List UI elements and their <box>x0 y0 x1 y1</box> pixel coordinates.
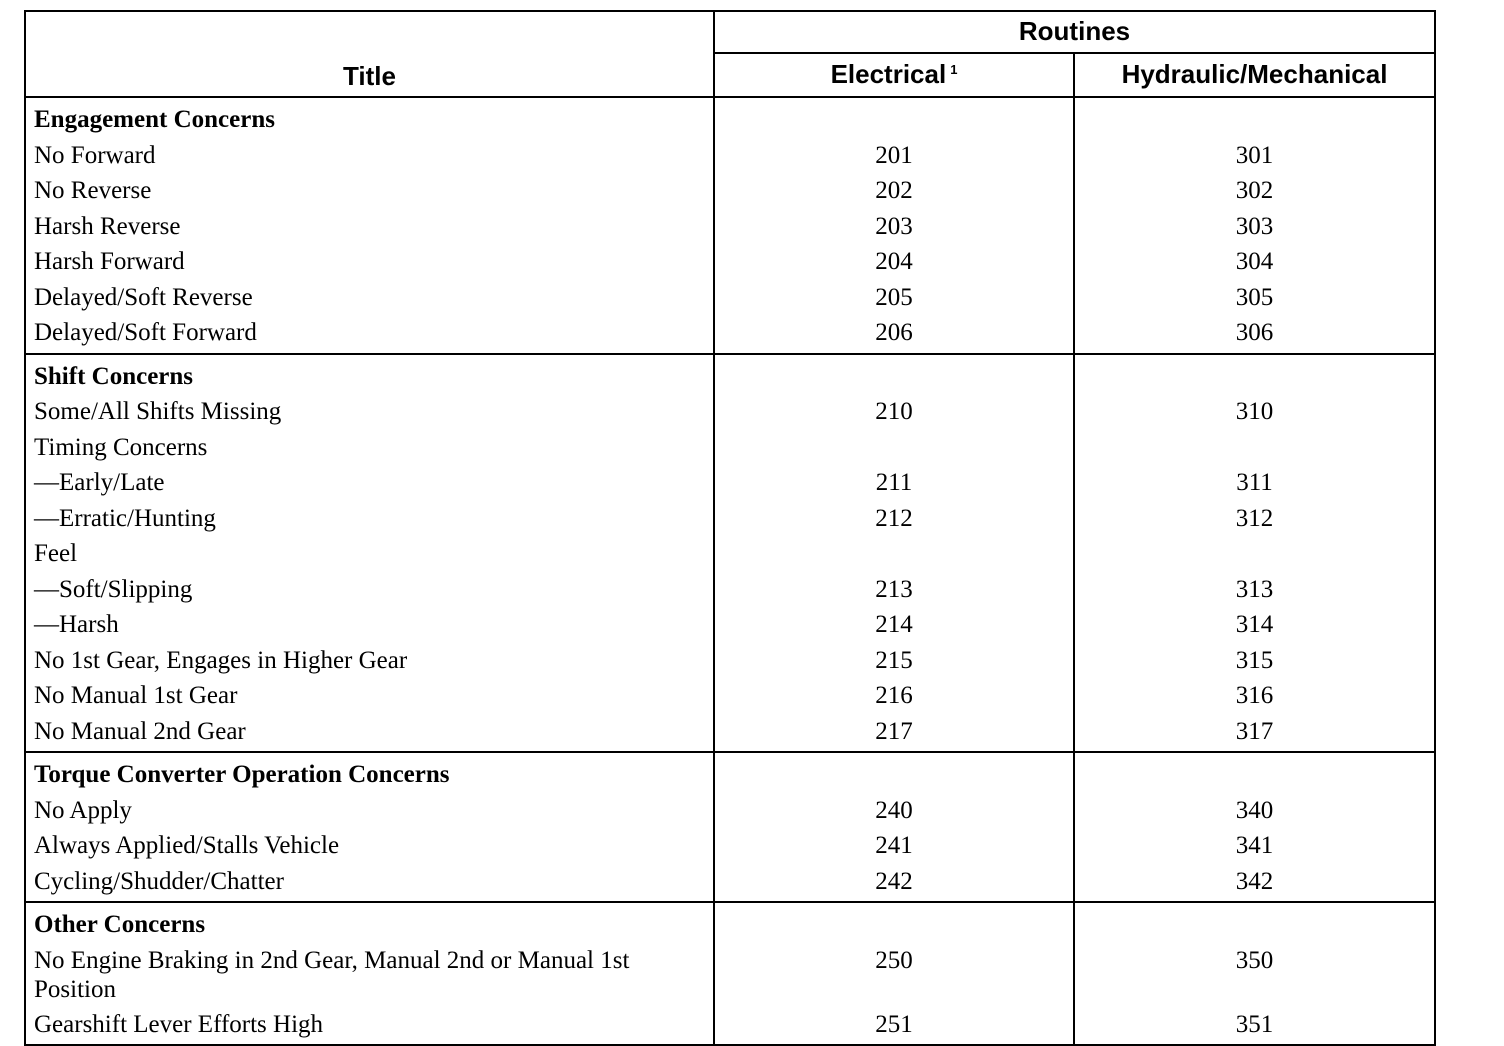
hydraulic-value: 342 <box>1235 867 1274 895</box>
electrical-value <box>715 536 1073 572</box>
hydraulic-value <box>1075 907 1434 943</box>
hydraulic-value: 304 <box>1235 248 1274 275</box>
electrical-cell <box>714 97 1074 354</box>
electrical-value <box>715 907 1073 943</box>
electrical-value: 201 <box>875 141 913 169</box>
electrical-value: 217 <box>875 717 913 745</box>
row-title: No Manual 2nd Gear <box>34 717 246 745</box>
electrical-value: 215 <box>875 646 913 674</box>
electrical-value: 213 <box>875 575 913 603</box>
section-other-concerns <box>25 902 1435 1045</box>
electrical-value: 210 <box>875 398 913 425</box>
electrical-header-label: Electrical <box>830 59 947 90</box>
row-title: No Reverse <box>34 177 152 204</box>
electrical-value <box>715 359 1073 395</box>
section-engagement-concerns <box>25 97 1435 354</box>
electrical-value: 242 <box>875 867 913 895</box>
electrical-cell <box>714 752 1074 902</box>
row-title: Delayed/Soft Reverse <box>34 283 253 311</box>
column-group-routines <box>714 11 1435 53</box>
title-header-label: Title <box>343 61 396 91</box>
row-title: —Early/Late <box>34 469 165 496</box>
row-title: No Manual 1st Gear <box>34 682 238 709</box>
section-heading: Torque Converter Operation Concerns <box>34 761 450 788</box>
electrical-value <box>715 430 1073 466</box>
hydraulic-value <box>1075 536 1434 572</box>
row-title: No 1st Gear, Engages in Higher Gear <box>34 646 408 674</box>
column-header-electrical <box>714 53 1074 97</box>
row-title: Feel <box>34 540 78 567</box>
electrical-value: 204 <box>875 248 913 275</box>
row-title: Harsh Reverse <box>34 212 181 240</box>
electrical-value: 250 <box>875 946 913 974</box>
hydraulic-value <box>1075 757 1434 793</box>
row-title: No Apply <box>34 796 132 824</box>
electrical-value: 205 <box>875 283 913 311</box>
hydraulic-value: 303 <box>1235 212 1274 240</box>
row-title: Delayed/Soft Forward <box>34 319 257 346</box>
hydraulic-value <box>1075 102 1434 138</box>
title-cell <box>25 97 714 354</box>
hydraulic-header-label: Hydraulic/Mechanical <box>1121 59 1388 90</box>
column-header-hydraulic <box>1074 53 1435 97</box>
electrical-value: 214 <box>875 611 913 638</box>
hydraulic-value: 313 <box>1235 575 1274 603</box>
hydraulic-cell <box>1074 902 1435 1045</box>
section-heading: Other Concerns <box>34 911 206 938</box>
hydraulic-value: 302 <box>1235 177 1274 204</box>
electrical-value: 212 <box>875 504 913 532</box>
electrical-value: 206 <box>875 319 913 346</box>
hydraulic-value: 311 <box>1236 469 1273 496</box>
electrical-value: 216 <box>875 682 913 709</box>
title-cell <box>25 902 714 1045</box>
row-title: Harsh Forward <box>34 248 185 275</box>
hydraulic-value <box>1075 430 1434 466</box>
hydraulic-cell <box>1074 354 1435 753</box>
row-title: No Forward <box>34 141 156 169</box>
hydraulic-value: 350 <box>1235 946 1274 974</box>
hydraulic-value: 317 <box>1235 717 1274 745</box>
electrical-footnote-marker: 1 <box>950 61 958 77</box>
title-cell <box>25 354 714 753</box>
hydraulic-cell <box>1074 97 1435 354</box>
electrical-value: 251 <box>875 1010 913 1038</box>
hydraulic-value: 315 <box>1235 646 1274 674</box>
hydraulic-value: 340 <box>1235 796 1274 824</box>
electrical-value <box>715 757 1073 793</box>
hydraulic-cell <box>1074 752 1435 902</box>
electrical-cell <box>714 902 1074 1045</box>
row-title: No Engine Braking in 2nd Gear, Manual 2nd or Manual 1st Position <box>34 946 630 1003</box>
electrical-value: 202 <box>875 177 913 204</box>
electrical-value: 240 <box>875 796 913 824</box>
hydraulic-value: 341 <box>1235 832 1274 859</box>
section-heading: Shift Concerns <box>34 362 194 390</box>
column-header-title <box>25 11 714 97</box>
hydraulic-value <box>1075 359 1434 395</box>
routines-header-label: Routines <box>1018 16 1131 47</box>
row-title: —Harsh <box>34 611 119 638</box>
hydraulic-value: 312 <box>1235 504 1274 532</box>
electrical-cell <box>714 354 1074 753</box>
electrical-value: 203 <box>875 212 913 240</box>
electrical-value: 241 <box>875 832 913 859</box>
row-title: Cycling/Shudder/Chatter <box>34 867 284 895</box>
row-title: —Erratic/Hunting <box>34 504 216 532</box>
row-title: Some/All Shifts Missing <box>34 398 282 425</box>
hydraulic-value: 314 <box>1235 611 1274 638</box>
hydraulic-value: 310 <box>1235 398 1274 425</box>
electrical-value: 211 <box>875 469 913 496</box>
row-title: Gearshift Lever Efforts High <box>34 1010 324 1038</box>
electrical-value <box>715 102 1073 138</box>
title-cell <box>25 752 714 902</box>
hydraulic-value: 306 <box>1235 319 1274 346</box>
hydraulic-value: 316 <box>1235 682 1274 709</box>
hydraulic-value: 351 <box>1235 1010 1274 1038</box>
row-title: Timing Concerns <box>34 433 208 461</box>
hydraulic-value: 301 <box>1235 141 1274 169</box>
section-heading: Engagement Concerns <box>34 106 275 133</box>
section-shift-concerns <box>25 354 1435 753</box>
routines-table <box>24 10 1436 1046</box>
row-title: —Soft/Slipping <box>34 575 193 603</box>
hydraulic-value: 305 <box>1235 283 1274 311</box>
section-torque-converter-concerns <box>25 752 1435 902</box>
row-title: Always Applied/Stalls Vehicle <box>34 832 340 859</box>
